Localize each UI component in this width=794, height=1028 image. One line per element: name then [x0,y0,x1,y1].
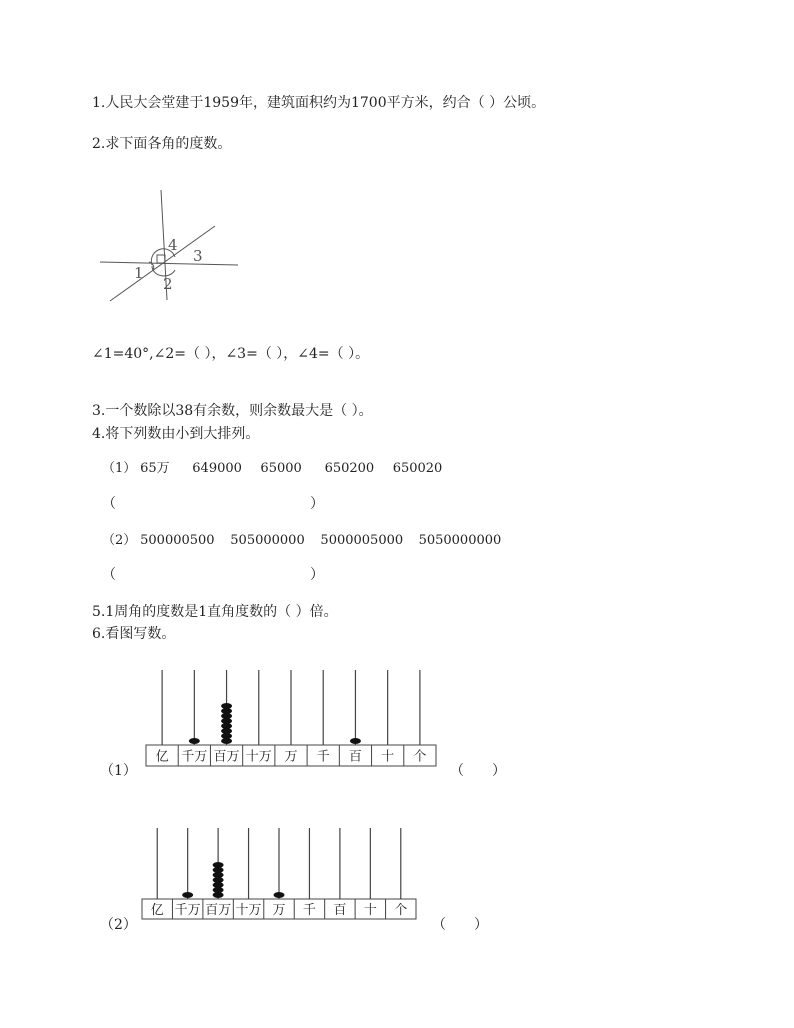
abacus-2-answer-blank[interactable]: （ ） [432,917,488,933]
q4-part2-blank-close: ） [310,567,324,583]
q4-part2-number: 505000000 [230,533,305,548]
right-angle-mark [157,255,165,263]
horizontal-line [100,262,238,265]
place-value-label: 亿 [150,903,164,918]
angle-label-2: 2 [163,275,173,293]
question-3: 3.一个数除以38有余数，则余数最大是（ ）。 [92,403,373,419]
place-value-label: 百 [333,903,347,918]
place-value-label: 千万 [181,749,208,765]
place-value-label: 个 [413,749,427,765]
place-value-label: 百 [348,749,362,765]
abacus-1-answer-blank[interactable]: （ ） [450,763,506,779]
abacus-bead [350,738,361,744]
place-value-label: 百万 [213,749,240,765]
abacus-bead [221,703,232,709]
question-6: 6.看图写数。 [92,626,176,642]
question-1: 1.人民大会堂建于1959年，建筑面积约为1700平方米，约合（ ）公顷。 [92,95,546,111]
angle-label-3: 3 [193,247,203,265]
question-5: 5.1周角的度数是1直角度数的（ ）倍。 [92,604,338,620]
q4-part2-blank-open[interactable]: （ [102,567,116,583]
place-value-label: 千 [302,903,316,918]
place-value-label: 个 [394,903,408,918]
angle-answer-line: ∠1=40°,∠2=（ ），∠3=（ ），∠4=（ ）。 [92,346,370,362]
q4-part1-number: 649000 [192,461,242,476]
q4-part1-number: 650020 [392,461,443,476]
place-value-label: 百万 [205,903,232,918]
question-2: 2.求下面各角的度数。 [92,136,232,152]
abacus-1 [146,670,436,766]
q4-part1-label: （1） [102,461,137,476]
place-value-label: 十万 [245,749,272,765]
q4-part1-blank-open[interactable]: （ [102,496,116,512]
q4-part2-row [102,532,501,550]
q4-part1-row [102,460,442,478]
q4-part1-number: 650200 [324,461,375,476]
q4-part1-blank-close: ） [310,496,324,512]
place-value-label: 万 [272,903,286,918]
place-value-label: 亿 [155,749,169,765]
place-value-label: 千万 [174,903,201,918]
question-4: 4.将下列数由小到大排列。 [92,426,260,442]
place-value-label: 千 [316,749,330,765]
place-value-label: 十 [381,749,395,765]
abacus-1-label: （1） [100,763,137,779]
place-value-label: 十万 [235,903,262,918]
place-value-label: 十 [363,903,377,918]
q4-part2-label: （2） [102,533,137,548]
abacus-bead [189,738,200,744]
angle-label-4: 4 [168,236,178,254]
abacus-bead [182,892,193,898]
abacus-bead [274,892,285,898]
q4-part1-number: 65000 [260,461,302,476]
q4-part2-number: 5000005000 [320,533,404,548]
q4-part1-number: 65万 [140,461,170,476]
place-value-label: 万 [284,749,298,765]
q4-part2-number: 5050000000 [418,533,502,548]
abacus-bead [213,862,224,868]
abacus-2-label: （2） [100,917,137,933]
q4-part2-number: 500000500 [140,533,215,548]
abacus-2 [142,828,416,919]
angle-label-1: 1 [134,264,144,282]
